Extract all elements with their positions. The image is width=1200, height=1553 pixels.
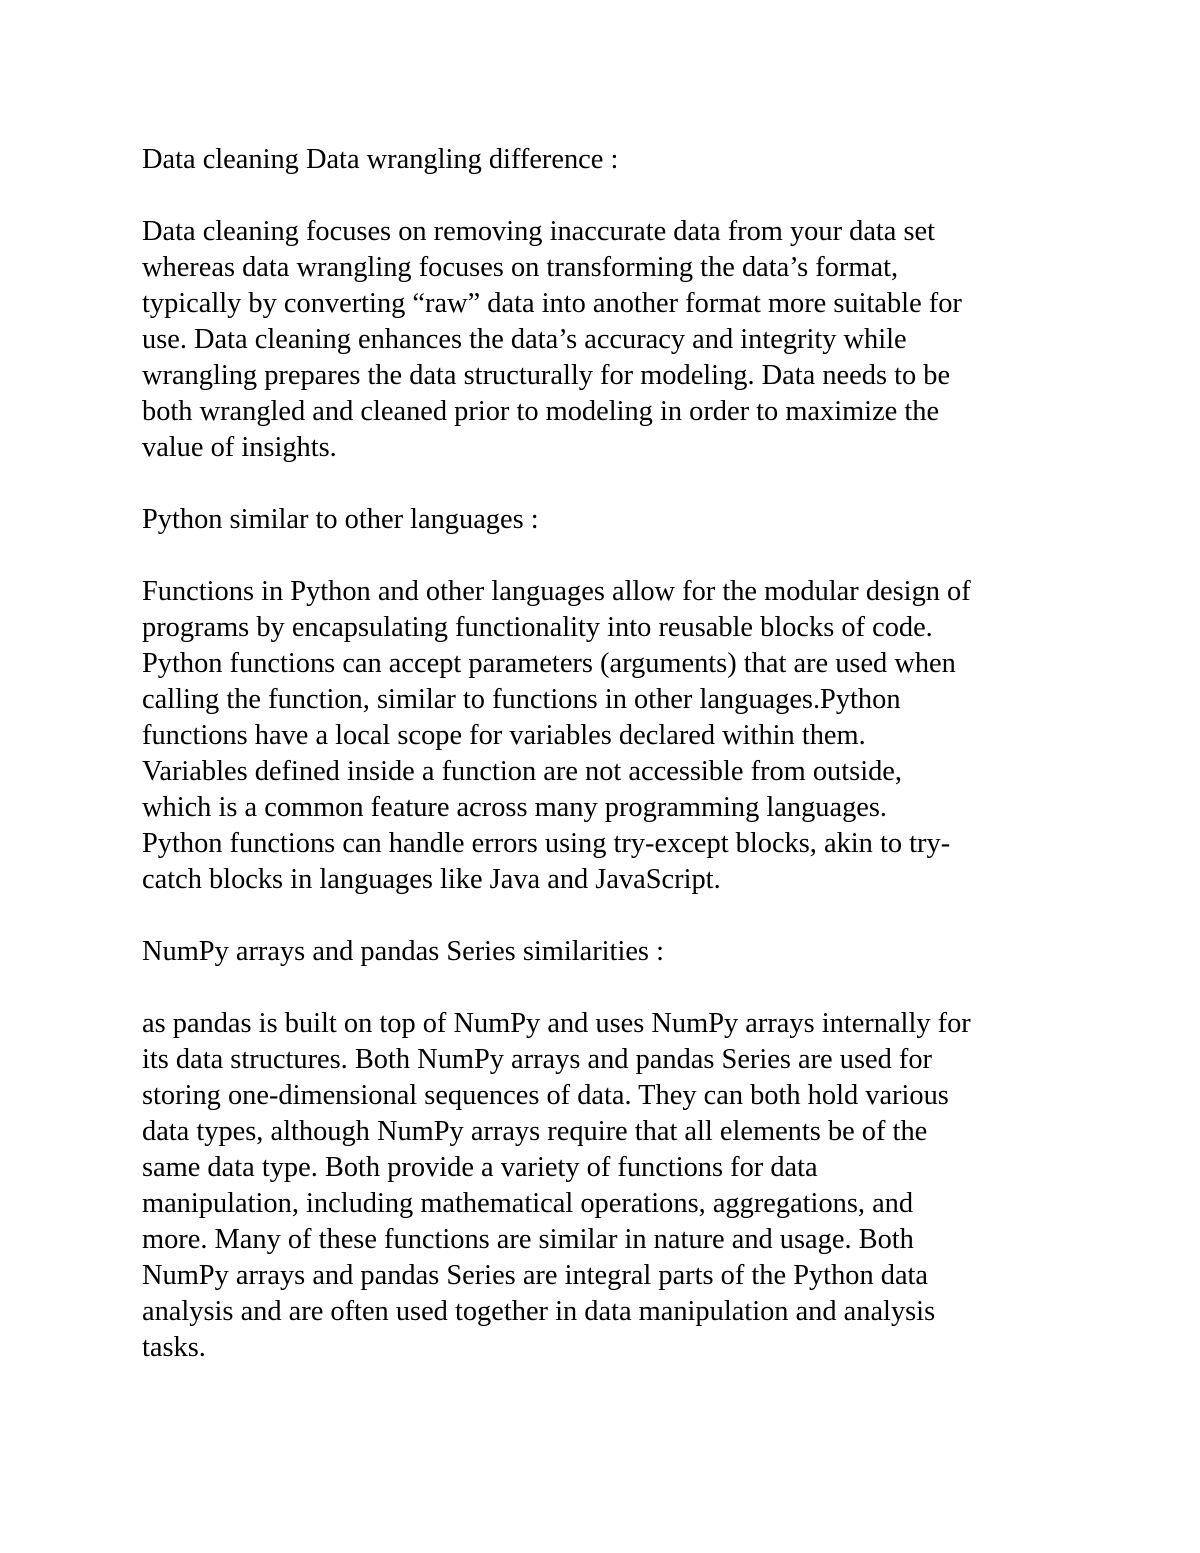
paragraph-line: manipulation, including mathematical operations, aggregations, and — [142, 1188, 914, 1219]
paragraph-line: Data cleaning focuses on removing inaccurate data from your data set — [142, 216, 936, 247]
paragraph-line: its data structures. Both NumPy arrays and pandas Series are used for — [142, 1044, 933, 1075]
paragraph-line: data types, although NumPy arrays require that all elements be of the — [142, 1116, 928, 1147]
paragraph-line: as pandas is built on top of NumPy and uses NumPy arrays internally for — [142, 1008, 971, 1039]
paragraph-line: tasks. — [142, 1332, 206, 1363]
document-body — [142, 142, 1072, 1402]
paragraph-line: Variables defined inside a function are not accessible from outside, — [142, 756, 902, 787]
section-paragraph — [142, 1006, 1072, 1366]
paragraph-line: calling the function, similar to functions in other languages.Python — [142, 684, 901, 715]
paragraph-line: typically by converting “raw” data into another format more suitable for — [142, 288, 962, 319]
paragraph-line: Python functions can handle errors using try-except blocks, akin to try- — [142, 828, 951, 859]
section-data-cleaning — [142, 142, 1072, 466]
section-heading: NumPy arrays and pandas Series similarities : — [142, 936, 664, 967]
section-python-languages — [142, 502, 1072, 898]
paragraph-line: value of insights. — [142, 432, 337, 463]
paragraph-line: both wrangled and cleaned prior to modeling in order to maximize the — [142, 396, 940, 427]
paragraph-line: storing one-dimensional sequences of data. They can both hold various — [142, 1080, 949, 1111]
section-heading: Data cleaning Data wrangling difference : — [142, 144, 619, 175]
paragraph-line: same data type. Both provide a variety of functions for data — [142, 1152, 818, 1183]
section-numpy-pandas — [142, 934, 1072, 1366]
section-paragraph — [142, 214, 1072, 466]
paragraph-line: analysis and are often used together in data manipulation and analysis — [142, 1296, 936, 1327]
section-paragraph — [142, 574, 1072, 898]
paragraph-line: use. Data cleaning enhances the data’s accuracy and integrity while — [142, 324, 907, 355]
paragraph-line: Functions in Python and other languages allow for the modular design of — [142, 576, 971, 607]
paragraph-line: more. Many of these functions are similar in nature and usage. Both — [142, 1224, 914, 1255]
paragraph-line: Python functions can accept parameters (arguments) that are used when — [142, 648, 956, 679]
paragraph-line: functions have a local scope for variables declared within them. — [142, 720, 866, 751]
paragraph-line: catch blocks in languages like Java and JavaScript. — [142, 864, 721, 895]
paragraph-line: wrangling prepares the data structurally for modeling. Data needs to be — [142, 360, 951, 391]
section-heading: Python similar to other languages : — [142, 504, 539, 535]
paragraph-line: which is a common feature across many programming languages. — [142, 792, 888, 823]
paragraph-line: NumPy arrays and pandas Series are integral parts of the Python data — [142, 1260, 929, 1291]
paragraph-line: whereas data wrangling focuses on transforming the data’s format, — [142, 252, 899, 283]
paragraph-line: programs by encapsulating functionality into reusable blocks of code. — [142, 612, 933, 643]
